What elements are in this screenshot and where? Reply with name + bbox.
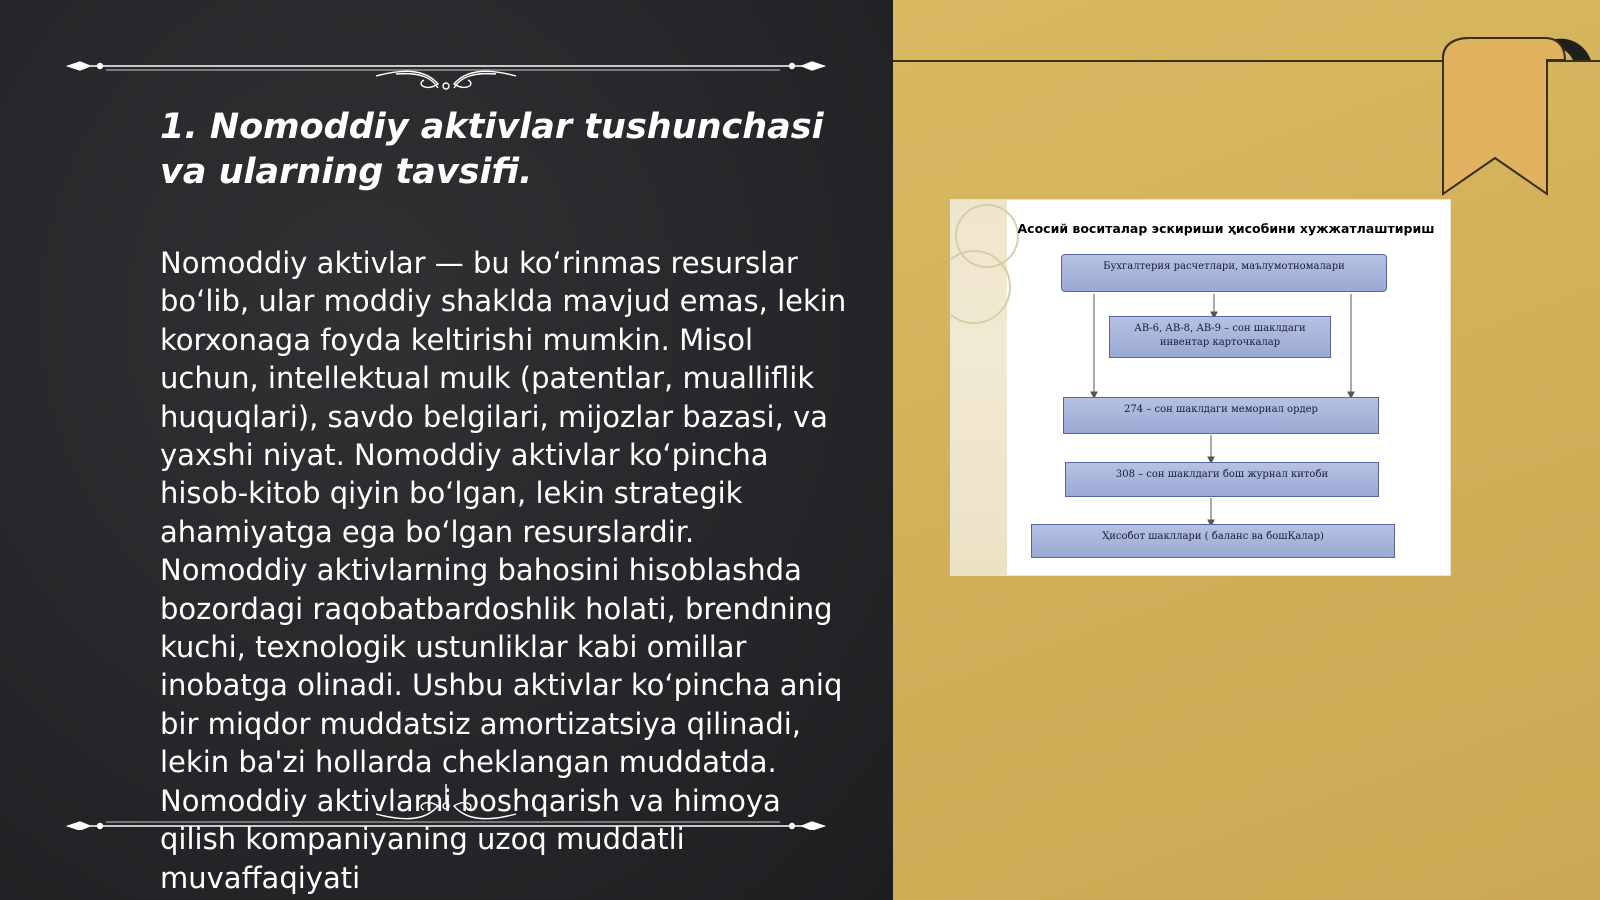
bookmark-ribbon-icon [1433,30,1593,200]
diagram-node: Ҳисобот шакллари ( баланс ва бошҚалар) [1031,524,1395,558]
slide-title: 1. Nomoddiy aktivlar tushunchasi va ularning tavsifi. [160,107,824,192]
diagram-node: АВ-6, АВ-8, АВ-9 – сон шаклдаги инвентар карточкалар [1109,316,1331,358]
diagram-title: Асосий воситалар эскириши ҳисобини хужжатлаштириш [1017,221,1435,236]
slide-body-text: Nomoddiy aktivlar — bu ko‘rinmas resurslar bo‘lib, ular moddiy shaklda mavjud emas, lekin korxonaga foyda keltirishi mumkin. Misol uchun, intellektual mulk (patentlar, mualliflik huquqlari), savdo belgilari, mijozlar bazasi, va yaxshi niyat. Nomoddiy aktivlar ko‘pincha hisob-kitob qiyin bo‘lgan, lekin strategik ahamiyatga ega bo‘lgan resurslardir. Nomoddiy aktivlarning bahosini hisoblashda bozordagi raqobatbardoshlik holati, brendning kuchi, texnologik ustunliklar kabi omillar inobatga olinadi. Ushbu aktivlar ko‘pincha aniq bir miqdor muddatsiz amortizatsiya qilinadi, lekin ba'zi hollarda cheklangan muddatda. Nomoddiy aktivlarni boshqarish va himoya qilish kompaniyaning uzoq muddatli muvaffaqiyati [160,246,847,895]
ornament-divider-icon [66,780,826,830]
diagram-node: 274 – сон шаклдаги мемориал ордер [1063,397,1379,434]
ornament-divider-icon [66,40,826,90]
diagram-node: 308 – сон шаклдаги бош журнал китоби [1065,462,1379,497]
diagram-figure [951,200,1450,575]
diagram-node: Бухгалтерия расчетлари, маълумотномалари [1061,254,1387,292]
